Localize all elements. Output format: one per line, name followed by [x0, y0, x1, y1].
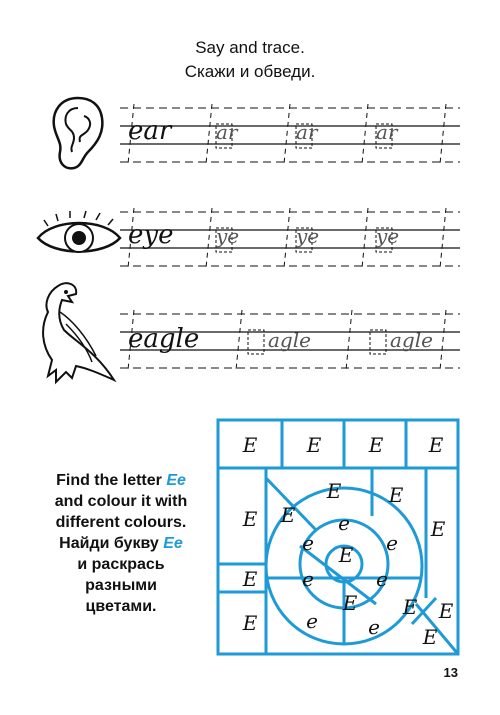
trace-word-dotted: agle	[268, 328, 311, 352]
puzzle-letter-upper: E	[280, 503, 296, 527]
instruction-text	[36, 470, 206, 617]
heading-russian: Скажи и обведи.	[184, 62, 316, 81]
instruction-line: Найди букву Ee	[59, 535, 183, 552]
puzzle-letter-upper: E	[342, 591, 358, 615]
trace-word-dotted: ye	[376, 224, 400, 248]
puzzle-letter-lower: e	[302, 567, 314, 591]
puzzle-letter-upper: E	[306, 433, 322, 457]
instruction-line: и раскрась	[77, 556, 165, 573]
instruction-line: разными	[85, 577, 157, 594]
trace-word-dotted: ye	[296, 224, 320, 248]
instruction-line: different colours.	[55, 514, 187, 531]
trace-word-dotted: ye	[216, 224, 240, 248]
puzzle-letter-lower: e	[386, 531, 398, 555]
instruction-line: цветами.	[85, 598, 157, 615]
puzzle-letter-upper: E	[388, 483, 404, 507]
eagle-icon	[36, 280, 122, 388]
puzzle-letter-upper: E	[402, 595, 418, 619]
eye-icon	[34, 210, 124, 262]
puzzle-letter-lower: e	[368, 615, 380, 639]
trace-word: eagle	[128, 324, 200, 354]
trace-row-ear	[0, 90, 500, 180]
puzzle-letter-lower: e	[302, 531, 314, 555]
trace-word-dotted: ar	[376, 120, 398, 144]
instruction-line: and colour it with	[54, 493, 188, 510]
exercise-heading	[0, 36, 500, 84]
letter-puzzle	[216, 418, 462, 658]
puzzle-letter-upper: E	[368, 433, 384, 457]
puzzle-letter-upper: E	[242, 433, 258, 457]
page-number: 13	[443, 665, 458, 680]
puzzle-letter-upper: E	[422, 625, 438, 649]
trace-row-eye	[0, 200, 500, 280]
letter-highlight: Ee	[166, 472, 186, 489]
instruction-line: Find the letter Ee	[56, 472, 186, 489]
puzzle-letter-upper: E	[242, 567, 258, 591]
puzzle-letter-upper: E	[338, 543, 354, 567]
puzzle-letter-upper: E	[428, 433, 444, 457]
puzzle-letter-upper: E	[242, 507, 258, 531]
trace-word-dotted: ar	[296, 120, 318, 144]
trace-word: ear	[128, 116, 172, 146]
puzzle-letter-lower: e	[306, 609, 318, 633]
puzzle-letter-upper: E	[242, 611, 258, 635]
trace-word-dotted: ar	[216, 120, 238, 144]
puzzle-letter-lower: e	[338, 511, 350, 535]
puzzle-letter-upper: E	[438, 599, 454, 623]
heading-english: Say and trace.	[195, 38, 305, 57]
puzzle-letter-lower: e	[376, 567, 388, 591]
trace-row-eagle	[0, 280, 500, 390]
puzzle-letter-upper: E	[430, 517, 446, 541]
trace-word-dotted: agle	[390, 328, 433, 352]
letter-highlight: Ee	[163, 535, 183, 552]
trace-word: eye	[128, 220, 174, 250]
puzzle-letter-upper: E	[326, 479, 342, 503]
ear-icon	[48, 94, 110, 174]
